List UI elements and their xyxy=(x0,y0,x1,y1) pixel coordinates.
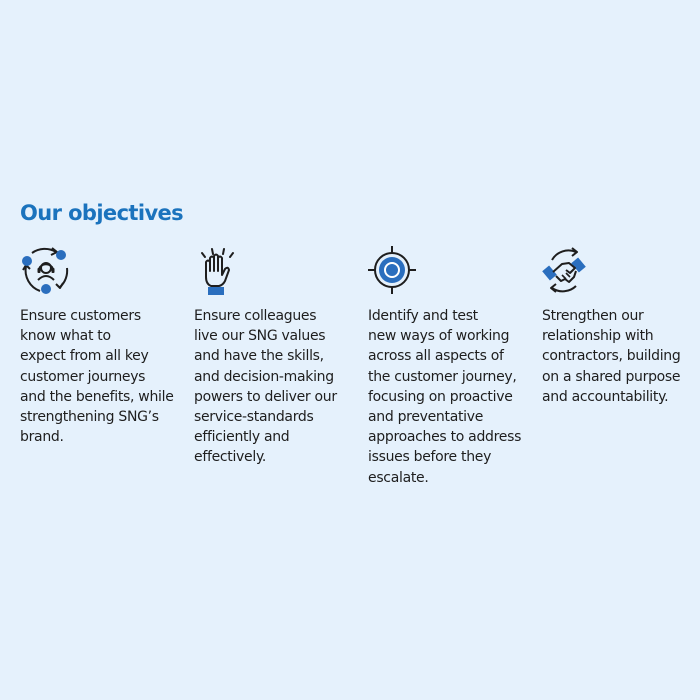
objective-text: Identify and test new ways of working across all aspects of the customer journey, focusing on proactive and preventative approaches to address issues before they escalate. xyxy=(368,308,522,486)
objective-text: Ensure customers know what to expect from all key customer journeys and the benefits, while strengthening SNG’s brand. xyxy=(20,308,174,446)
objective-text: Strengthen our relationship with contractors, building on a shared purpose and accountability. xyxy=(542,308,681,405)
objective-item-contractors xyxy=(542,244,700,407)
objective-text: Ensure colleagues live our SNG values and have the skills, and decision-making powers to deliver our service-standards efficiently and effectively. xyxy=(194,308,337,466)
target-icon xyxy=(368,244,422,298)
section-title: Our objectives xyxy=(20,201,184,225)
objective-item-customers xyxy=(20,244,188,447)
handshake-icon xyxy=(542,244,596,298)
objective-item-ways-of-working xyxy=(368,244,536,488)
raised-hand-icon xyxy=(194,244,248,298)
objective-item-colleagues xyxy=(194,244,362,468)
customer-journey-icon xyxy=(20,244,74,298)
